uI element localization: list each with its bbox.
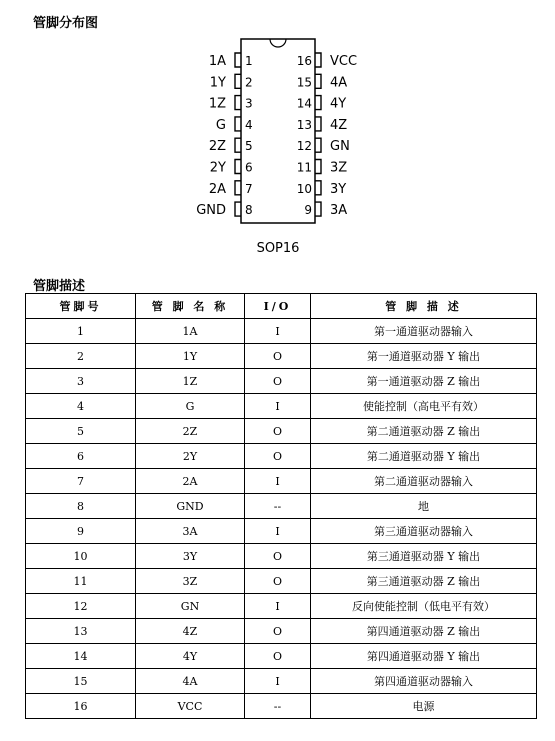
left-pin-number: 1 <box>245 54 253 68</box>
cell-pin-number: 9 <box>26 519 136 544</box>
cell-pin-name: GND <box>136 494 245 519</box>
table-row <box>26 469 537 494</box>
cell-pin-description: 第四通道驱动器输入 <box>311 669 537 694</box>
cell-pin-description: 第三通道驱动器输入 <box>311 519 537 544</box>
cell-pin-description: 第四通道驱动器 Y 输出 <box>311 644 537 669</box>
cell-pin-number: 1 <box>26 319 136 344</box>
cell-pin-number: 13 <box>26 619 136 644</box>
cell-io: O <box>245 644 311 669</box>
cell-pin-name: 2A <box>136 469 245 494</box>
right-pin-number: 11 <box>296 160 312 175</box>
right-pin-lead <box>315 202 321 216</box>
left-pin-number: 2 <box>245 75 253 90</box>
cell-pin-name: GN <box>136 594 245 619</box>
cell-io: I <box>245 319 311 344</box>
cell-pin-description: 使能控制（高电平有效） <box>311 394 537 419</box>
cell-pin-name: 3Z <box>136 569 245 594</box>
right-pin-name: 3A <box>330 203 348 219</box>
cell-pin-name: 3A <box>136 519 245 544</box>
left-pin-name: 2Y <box>209 160 226 176</box>
table-row <box>26 369 537 394</box>
left-pin-name: 1A <box>208 54 226 69</box>
cell-pin-number: 3 <box>26 369 136 394</box>
right-pin-lead <box>315 138 321 152</box>
right-pin-number: 13 <box>296 117 312 132</box>
left-pin-lead <box>235 202 241 216</box>
left-pin-name: 2A <box>208 181 226 197</box>
left-pin-number: 4 <box>245 117 253 132</box>
cell-io: I <box>245 469 311 494</box>
cell-pin-description: 地 <box>311 494 537 519</box>
cell-pin-number: 7 <box>26 469 136 494</box>
header-pin-name: 管 脚 名 称 <box>136 294 245 319</box>
left-pin-number: 3 <box>245 96 253 111</box>
package-name: SOP16 <box>256 241 300 256</box>
cell-pin-description: 电源 <box>311 694 537 719</box>
cell-io: O <box>245 544 311 569</box>
cell-pin-number: 15 <box>26 669 136 694</box>
cell-pin-number: 6 <box>26 444 136 469</box>
left-pin-number: 8 <box>245 203 253 218</box>
left-pin-name: 1Y <box>209 75 226 91</box>
right-pin-lead <box>315 96 321 110</box>
cell-pin-number: 16 <box>26 694 136 719</box>
table-row <box>26 644 537 669</box>
cell-pin-name: VCC <box>136 694 245 719</box>
cell-io: I <box>245 519 311 544</box>
cell-io: O <box>245 444 311 469</box>
cell-pin-name: 4Y <box>136 644 245 669</box>
table-row <box>26 444 537 469</box>
cell-io: O <box>245 369 311 394</box>
cell-io: I <box>245 594 311 619</box>
cell-io: O <box>245 419 311 444</box>
cell-pin-name: 2Y <box>136 444 245 469</box>
cell-io: O <box>245 619 311 644</box>
right-pin-lead <box>315 74 321 88</box>
left-pin-number: 5 <box>245 139 253 154</box>
cell-pin-description: 反向使能控制（低电平有效） <box>311 594 537 619</box>
cell-pin-number: 10 <box>26 544 136 569</box>
table-row <box>26 694 537 719</box>
cell-pin-description: 第一通道驱动器输入 <box>311 319 537 344</box>
cell-io: I <box>245 394 311 419</box>
right-pin-name: 3Y <box>330 181 347 197</box>
cell-io: I <box>245 669 311 694</box>
cell-pin-description: 第一通道驱动器 Y 输出 <box>311 344 537 369</box>
header-pin-number: 管脚号 <box>26 294 136 319</box>
right-pin-name: GN <box>330 139 350 155</box>
cell-pin-name: 2Z <box>136 419 245 444</box>
left-pin-lead <box>235 138 241 152</box>
ic-package-diagram <box>0 0 555 270</box>
pin-description-table <box>25 293 537 719</box>
cell-pin-number: 4 <box>26 394 136 419</box>
left-pin-lead <box>235 74 241 88</box>
right-pin-name: VCC <box>330 54 358 69</box>
table-row <box>26 419 537 444</box>
right-pin-number: 15 <box>296 75 312 90</box>
cell-pin-description: 第二通道驱动器输入 <box>311 469 537 494</box>
table-row <box>26 669 537 694</box>
cell-pin-name: 1Y <box>136 344 245 369</box>
table-row <box>26 344 537 369</box>
header-pin-description: 管 脚 描 述 <box>311 294 537 319</box>
right-pin-lead <box>315 181 321 195</box>
table-row <box>26 544 537 569</box>
right-pin-name: 4Y <box>330 96 347 112</box>
right-pin-name: 4A <box>330 75 348 91</box>
cell-pin-number: 14 <box>26 644 136 669</box>
cell-pin-description: 第二通道驱动器 Z 输出 <box>311 419 537 444</box>
right-pin-lead <box>315 53 321 67</box>
right-pin-lead <box>315 117 321 131</box>
cell-io: O <box>245 569 311 594</box>
cell-pin-number: 11 <box>26 569 136 594</box>
cell-pin-number: 8 <box>26 494 136 519</box>
cell-pin-name: 1Z <box>136 369 245 394</box>
cell-io: -- <box>245 694 311 719</box>
right-pin-lead <box>315 160 321 174</box>
left-pin-number: 6 <box>245 160 253 175</box>
right-pin-number: 9 <box>304 203 312 218</box>
cell-pin-description: 第三通道驱动器 Z 输出 <box>311 569 537 594</box>
header-io: I/O <box>245 294 311 319</box>
left-pin-name: 1Z <box>208 96 226 112</box>
pin-description-title: 管脚描述 <box>33 279 86 294</box>
cell-pin-description: 第四通道驱动器 Z 输出 <box>311 619 537 644</box>
cell-pin-number: 12 <box>26 594 136 619</box>
cell-pin-description: 第三通道驱动器 Y 输出 <box>311 544 537 569</box>
cell-pin-description: 第二通道驱动器 Y 输出 <box>311 444 537 469</box>
table-header-row <box>26 294 537 319</box>
left-pin-lead <box>235 96 241 110</box>
left-pin-lead <box>235 53 241 67</box>
cell-pin-name: 1A <box>136 319 245 344</box>
right-pin-name: 4Z <box>330 117 348 133</box>
table-row <box>26 394 537 419</box>
left-pin-name: G <box>215 117 226 133</box>
pin1-notch <box>270 39 286 47</box>
cell-pin-name: 4A <box>136 669 245 694</box>
table-row <box>26 569 537 594</box>
pin-diagram-title: 管脚分布图 <box>33 16 99 31</box>
left-pin-name: 2Z <box>208 139 226 155</box>
left-pin-lead <box>235 160 241 174</box>
table-row <box>26 594 537 619</box>
table-row <box>26 519 537 544</box>
cell-pin-description: 第一通道驱动器 Z 输出 <box>311 369 537 394</box>
table-row <box>26 319 537 344</box>
cell-io: -- <box>245 494 311 519</box>
cell-io: O <box>245 344 311 369</box>
left-pin-lead <box>235 117 241 131</box>
right-pin-name: 3Z <box>330 160 348 176</box>
cell-pin-name: G <box>136 394 245 419</box>
left-pin-name: GND <box>196 203 226 219</box>
cell-pin-number: 2 <box>26 344 136 369</box>
table-row <box>26 494 537 519</box>
right-pin-number: 16 <box>296 54 312 68</box>
left-pin-number: 7 <box>245 181 253 196</box>
right-pin-number: 10 <box>296 181 312 196</box>
right-pin-number: 12 <box>296 139 312 154</box>
table-row <box>26 619 537 644</box>
cell-pin-number: 5 <box>26 419 136 444</box>
left-pin-lead <box>235 181 241 195</box>
cell-pin-name: 4Z <box>136 619 245 644</box>
right-pin-number: 14 <box>296 96 312 111</box>
cell-pin-name: 3Y <box>136 544 245 569</box>
